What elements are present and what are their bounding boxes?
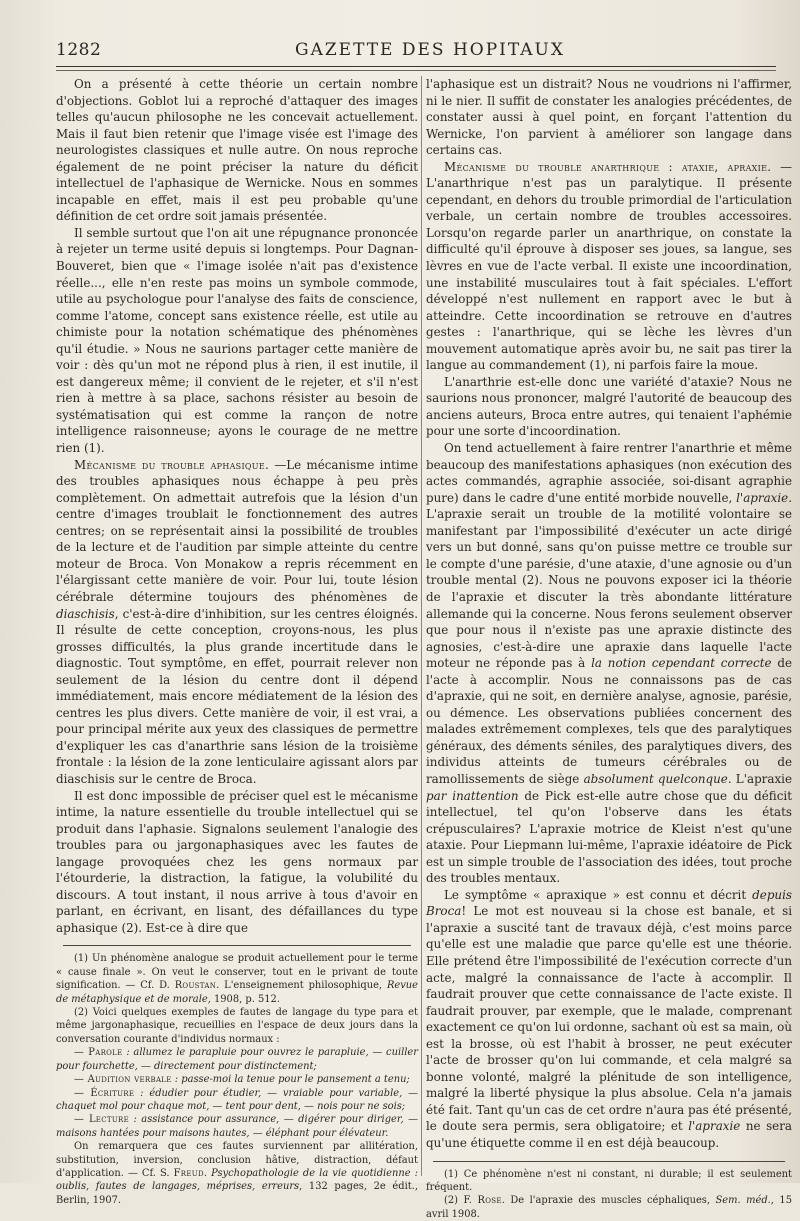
header-rule-thin bbox=[56, 70, 776, 71]
page-number: 1282 bbox=[56, 40, 102, 60]
paragraph: Mécanisme du trouble aphasique. —Le mécanisme intime des troubles aphasiques nous échappe à peu près complètement. On admettait autrefois que la lésion d'un centre d'images troublait le fonctionnement des autres centres; on se représentait ainsi la possibilité de troubles de la lecture et de l'audition par simple atteinte du centre moteur de Broca. Von Monakow a repris récemment en l'élargissant cette manière de voir. Pour lui, toute lésion cérébrale détermine toujours des phénomènes de diaschisis, c'est-à-dire d'inhibition, sur les centres éloignés. Il résulte de cette conception, croyons-nous, les plus grosses difficultés, la plus grande incertitude dans le diagnostic. Tout symptôme, en effet, pourrait relever non seulement de la lésion du centre dont il dépend immédiatement, mais encore médiatement de la lésion des centres les plus divers. Cette manière de voir, il est vrai, a pour principal mérite aux yeux des classiques de permettre d'expliquer les cas d'anarthrie sans lésion de la troisième frontale : la lésion de la zone lenticulaire agissant alors par diaschisis sur le centre de Broca. bbox=[56, 457, 418, 786]
footnote: (2) F. Rose. De l'apraxie des muscles céphaliques, Sem. méd., 15 avril 1908. bbox=[426, 1195, 793, 1220]
paragraph: L'anarthrie est-elle donc une variété d'ataxie? Nous ne saurions nous prononcer, malgré l'autorité de beaucoup des anciens auteurs, Broca entre autres, qui tenaient l'aphémie pour une sorte d'incoordination. bbox=[426, 374, 792, 439]
header-rule bbox=[56, 66, 776, 67]
footnote: (1) Un phénomène analogue se produit actuellement pour le terme « cause finale ». On veut le conserver, tout en le privant de toute signification. — Cf. D. Roustan. L'enseignement philosophique, Revue de métaphysique et de morale, 1908, p. 512. bbox=[56, 953, 418, 1005]
paragraph: On a présenté à cette théorie un certain nombre d'objections. Goblot lui a reproché d'attaquer des images telles qu'aucun philosophe ne les concevait actuellement. Mais il faut bien retenir que l'image visée est l'image des neurologistes classiques et nulle autre. On nous reproche également de ne point préciser la nature du déficit intellectuel de l'aphasique de Wernicke. Nous en sommes incapable en effet, mais il est peu probable qu'une définition de cet ordre soit jamais présentée. bbox=[56, 77, 418, 224]
footnote-example: — Lecture : assistance pour assurance, — digérer pour diriger, — maisons hantées pour maisons hautes, — éléphant pour élévateur. bbox=[56, 1114, 419, 1139]
right-column bbox=[426, 76, 792, 1221]
footnote-rule bbox=[63, 945, 411, 946]
column-divider bbox=[421, 76, 422, 1176]
left-column bbox=[56, 76, 418, 1207]
footnote: (2) Voici quelques exemples de fautes de langage du type para et même jargonaphasique, recueillies en l'espace de deux jours dans la conversation courante d'individus normaux : bbox=[56, 1007, 418, 1045]
footnote-example: — Audition verbale : passe-moi la tenue pour le pansement a tenu; bbox=[74, 1074, 410, 1086]
running-title: GAZETTE DES HOPITAUX bbox=[294, 40, 565, 60]
paragraph: Il semble surtout que l'on ait une répugnance prononcée à rejeter un terme usité depuis si longtemps. Pour Dagnan-Bouveret, bien que « l'image isolée n'ait pas d'existence réelle..., elle n'en reste pas moins un symbole commode, utile au psychologue pour l'analyse des faits de conscience, comme l'atome, concept sans existence réelle, est utile au chimiste pour la notation schématique des phénomènes qu'il étudie. » Nous ne saurions partager cette manière de voir : dès qu'un mot ne répond plus à rien, il est inutile, il est dangereux même; il convient de le rejeter, et s'il n'est rien à mettre à sa place, sachons résister au besoin de systématisation qui est comme la rançon de notre intelligence raisonneuse; ayons le courage de ne mettre rien (1). bbox=[56, 225, 418, 456]
paragraph: Le symptôme « apraxique » est connu et décrit depuis Broca! Le mot est nouveau si la chose est banale, et si l'apraxie a suscité tant de travaux déjà, c'est moins parce qu'elle est une maladie que parce qu'elle est une théorie. Elle prétend être l'impossibilité de l'exécution correcte d'un acte, malgré la connaissance de l'acte à accomplir. Il faudrait prouver que cette connaissance de l'acte existe. Il faudrait prouver, par exemple, que le malade, comprenant exactement ce qu'on lui ordonne, sachant où est sa main, où est la brosse, où est l'habit à brosser, ne peut exécuter l'acte de brosser qu'on lui commande, et cela malgré sa bonne volonté, malgré la plénitude de son intelligence, malgré la liberté physique la plus absolue. Cela n'a jamais été fait. Tant qu'un cas de cet ordre n'aura pas été présenté, le doute sera permis, sera obligatoire; et l'apraxie ne sera qu'une étiquette comme il en est déjà beaucoup. bbox=[426, 887, 792, 1150]
footnote: On remarquera que ces fautes surviennent par allitération, substitution, inversion, conclusion hâtive, distraction, défaut d'application. — Cf. S. Freud. Psychopathologie de la vie quotidienne : oublis, fautes de langages, méprises, erreurs, 132 pages, 2e édit., Berlin, 1907. bbox=[56, 1141, 418, 1206]
footnote-example: — Parole : allumez le parapluie pour ouvrez le parapluie, — cuiller pour fourchette, — directement pour distinctement; bbox=[56, 1047, 418, 1072]
footnote-rule bbox=[433, 1161, 784, 1162]
paragraph: Il est donc impossible de préciser quel est le mécanisme intime, la nature essentielle du trouble intellectuel qui se produit dans l'aphasie. Signalons seulement l'analogie des troubles para ou jargonaphasiques avec les fautes de langage provoquées chez les gens normaux par l'étourderie, la distraction, la fatigue, la volubilité du discours. A tout instant, il nous arrive à tous d'avoir en parlant, en écrivant, en lisant, des défaillances du type aphasique (2). Est-ce à dire que bbox=[56, 788, 418, 935]
footnote-example: — Écriture : édudier pour étudier, — vraiable pour variable, — chaquet mol pour chaque mot, — tent pour dent, — nois pour ne sois; bbox=[56, 1087, 418, 1112]
paragraph: On tend actuellement à faire rentrer l'anarthrie et même beaucoup des manifestations aphasiques (non exécution des actes commandés, agraphie associée, soi-disant agraphie pure) dans le cadre d'une entité morbide nouvelle, l'apraxie. L'apraxie serait un trouble de la motilité volontaire se manifestant par l'impossibilité d'exécuter un acte dirigé vers un but donné, sans qu'on puisse mettre ce trouble sur le compte d'une parésie, d'une ataxie, d'une agnosie ou d'un trouble mental (2). Nous ne pouvons exposer ici la théorie de l'apraxie et discuter la très abondante littérature allemande qui la concerne. Nous ferons seulement observer que pour nous il n'existe pas une apraxie distincte des agnosies, c'est-à-dire une apraxie dans laquelle l'acte moteur ne réponde pas à la notion cependant correcte de l'acte à accomplir. Nous ne connaissons pas de cas d'apraxie, qui ne soit, en dernière analyse, agnosie, parésie, ou démence. Les observations publiées concernent des malades extrêmement complexes, tels que des paralytiques généraux, des déments séniles, des paralytiques divers, des individus atteints de tumeurs cérébrales ou de ramollissements de siège absolument quelconque. L'apraxie par inattention de Pick est-elle autre chose que du déficit intellectuel, tel qu'on l'observe dans les états crépusculaires? L'apraxie motrice de Kleist n'est qu'une ataxie. Pour Liepmann lui-même, l'apraxie idéatoire de Pick est un simple trouble de l'association des idées, tout proche des troubles mentaux. bbox=[426, 441, 792, 886]
footnote: (1) Ce phénomène n'est ni constant, ni durable; il est seulement fréquent. bbox=[426, 1168, 792, 1193]
paragraph: Mécanisme du trouble anarthrique : ataxie, apraxie. — L'anarthrique n'est pas un paralytique. Il présente cependant, en dehors du trouble primordial de l'articulation verbale, un certain nombre de troubles accessoires. Lorsqu'on regarde parler un anarthrique, on constate la difficulté qu'il éprouve à disposer ses joues, sa langue, ses lèvres en vue de l'acte verbal. Il existe une incoordination, une instabilité musculaires tout à fait spéciales. L'effort développé n'est nullement en rapport avec le but à atteindre. Cette incoordination se retrouve en d'autres gestes : l'anarthrique, qui se lèche les lèvres d'un mouvement automatique après avoir bu, ne sait pas tirer la langue au commandement (1), ni parfois faire la moue. bbox=[426, 159, 793, 373]
section-heading: Mécanisme du trouble aphasique. bbox=[74, 457, 270, 472]
section-heading: Mécanisme du trouble anarthrique : ataxie, apraxie. bbox=[444, 159, 772, 174]
paragraph: l'aphasique est un distrait? Nous ne voudrions ni l'affirmer, ni le nier. Il suffit de constater les analogies précédentes, de constater aussi à quel point, en forçant l'attention du Wernicke, l'on parvient à améliorer son langage dans certains cas. bbox=[426, 77, 792, 158]
